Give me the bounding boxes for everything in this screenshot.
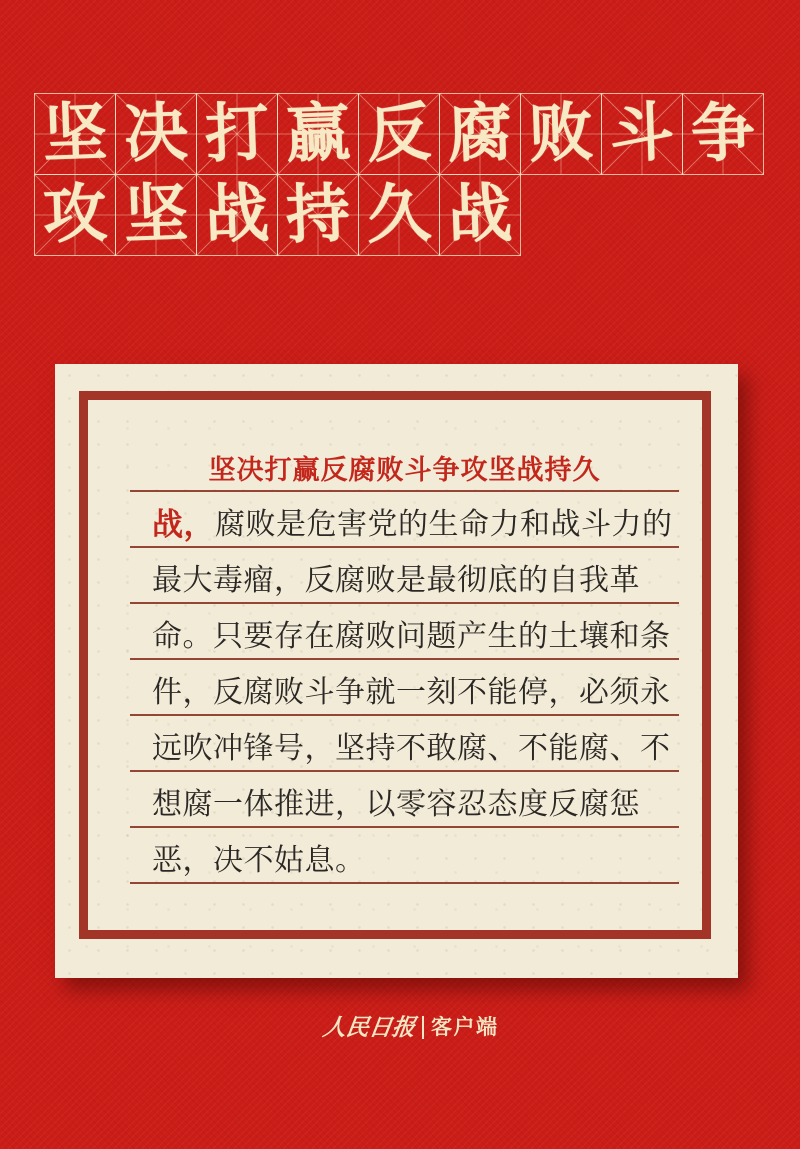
logo-divider [422, 1016, 424, 1039]
quote-line [130, 716, 679, 772]
peoples-daily-logo [323, 1013, 499, 1041]
quote-line-lead: 战， [152, 507, 215, 542]
calligraphy-grid-cell [34, 174, 116, 256]
calligraphy-grid-cell [196, 174, 278, 256]
quote-line-text: 想腐一体推进，以零容忍态度反腐惩 [152, 788, 640, 821]
calligraphy-grid-cell [34, 93, 116, 175]
calligraphy-row-2 [34, 175, 763, 256]
calligraphy-row-1 [34, 93, 763, 175]
quote-line-text: 腐败是危害党的生命力和战斗力的 [215, 508, 673, 541]
calligraphy-char: 争 [689, 94, 757, 173]
calligraphy-char: 战 [446, 175, 514, 253]
calligraphy-grid-cell [196, 93, 278, 175]
calligraphy-grid-cell [115, 93, 197, 175]
quote-line-text: 恶，决不姑息。 [152, 844, 366, 877]
calligraphy-grid-cell [601, 93, 683, 175]
quote-heading: 坚决打赢反腐败斗争攻坚战持久 [208, 455, 601, 485]
logo-client-label: 客户端 [431, 1014, 499, 1039]
calligraphy-char: 攻 [41, 175, 109, 253]
calligraphy-grid-cell [682, 93, 764, 175]
quote-line-text: 命。只要存在腐败问题产生的土壤和条 [152, 620, 671, 653]
calligraphy-char: 赢 [284, 94, 352, 173]
calligraphy-char: 坚 [41, 94, 109, 173]
quote-line-text: 远吹冲锋号，坚持不敢腐、不能腐、不 [152, 732, 671, 765]
quote-line [130, 548, 679, 604]
calligraphy-grid-cell [439, 93, 521, 175]
calligraphy-char: 战 [203, 175, 271, 253]
calligraphy-char: 持 [284, 175, 352, 253]
calligraphy-grid-cell [358, 93, 440, 175]
peoples-daily-wordmark: 人民日报 [321, 1013, 417, 1041]
calligraphy-char: 败 [527, 94, 595, 173]
calligraphy-char: 坚 [122, 175, 190, 253]
quote-line [130, 772, 679, 828]
calligraphy-char: 决 [122, 94, 190, 173]
calligraphy-title [34, 93, 763, 256]
calligraphy-grid-cell [277, 174, 359, 256]
quote-line [130, 604, 679, 660]
calligraphy-char: 打 [203, 94, 271, 173]
calligraphy-char: 久 [365, 175, 433, 253]
calligraphy-grid-cell [277, 93, 359, 175]
quote-text-block [130, 436, 679, 884]
calligraphy-grid-cell [358, 174, 440, 256]
calligraphy-char: 斗 [608, 94, 676, 173]
calligraphy-grid-cell [520, 93, 602, 175]
calligraphy-char: 腐 [446, 94, 514, 173]
quote-line-text: 件，反腐败斗争就一刻不能停，必须永 [152, 676, 671, 709]
quote-line [130, 660, 679, 716]
quote-line [130, 828, 679, 884]
quote-line [130, 492, 679, 548]
calligraphy-grid-cell [115, 174, 197, 256]
calligraphy-grid-cell [439, 174, 521, 256]
quote-card [55, 364, 738, 978]
quote-line-text: 最大毒瘤，反腐败是最彻底的自我革 [152, 564, 640, 597]
calligraphy-char: 反 [365, 94, 433, 173]
quote-heading-line [130, 436, 679, 492]
